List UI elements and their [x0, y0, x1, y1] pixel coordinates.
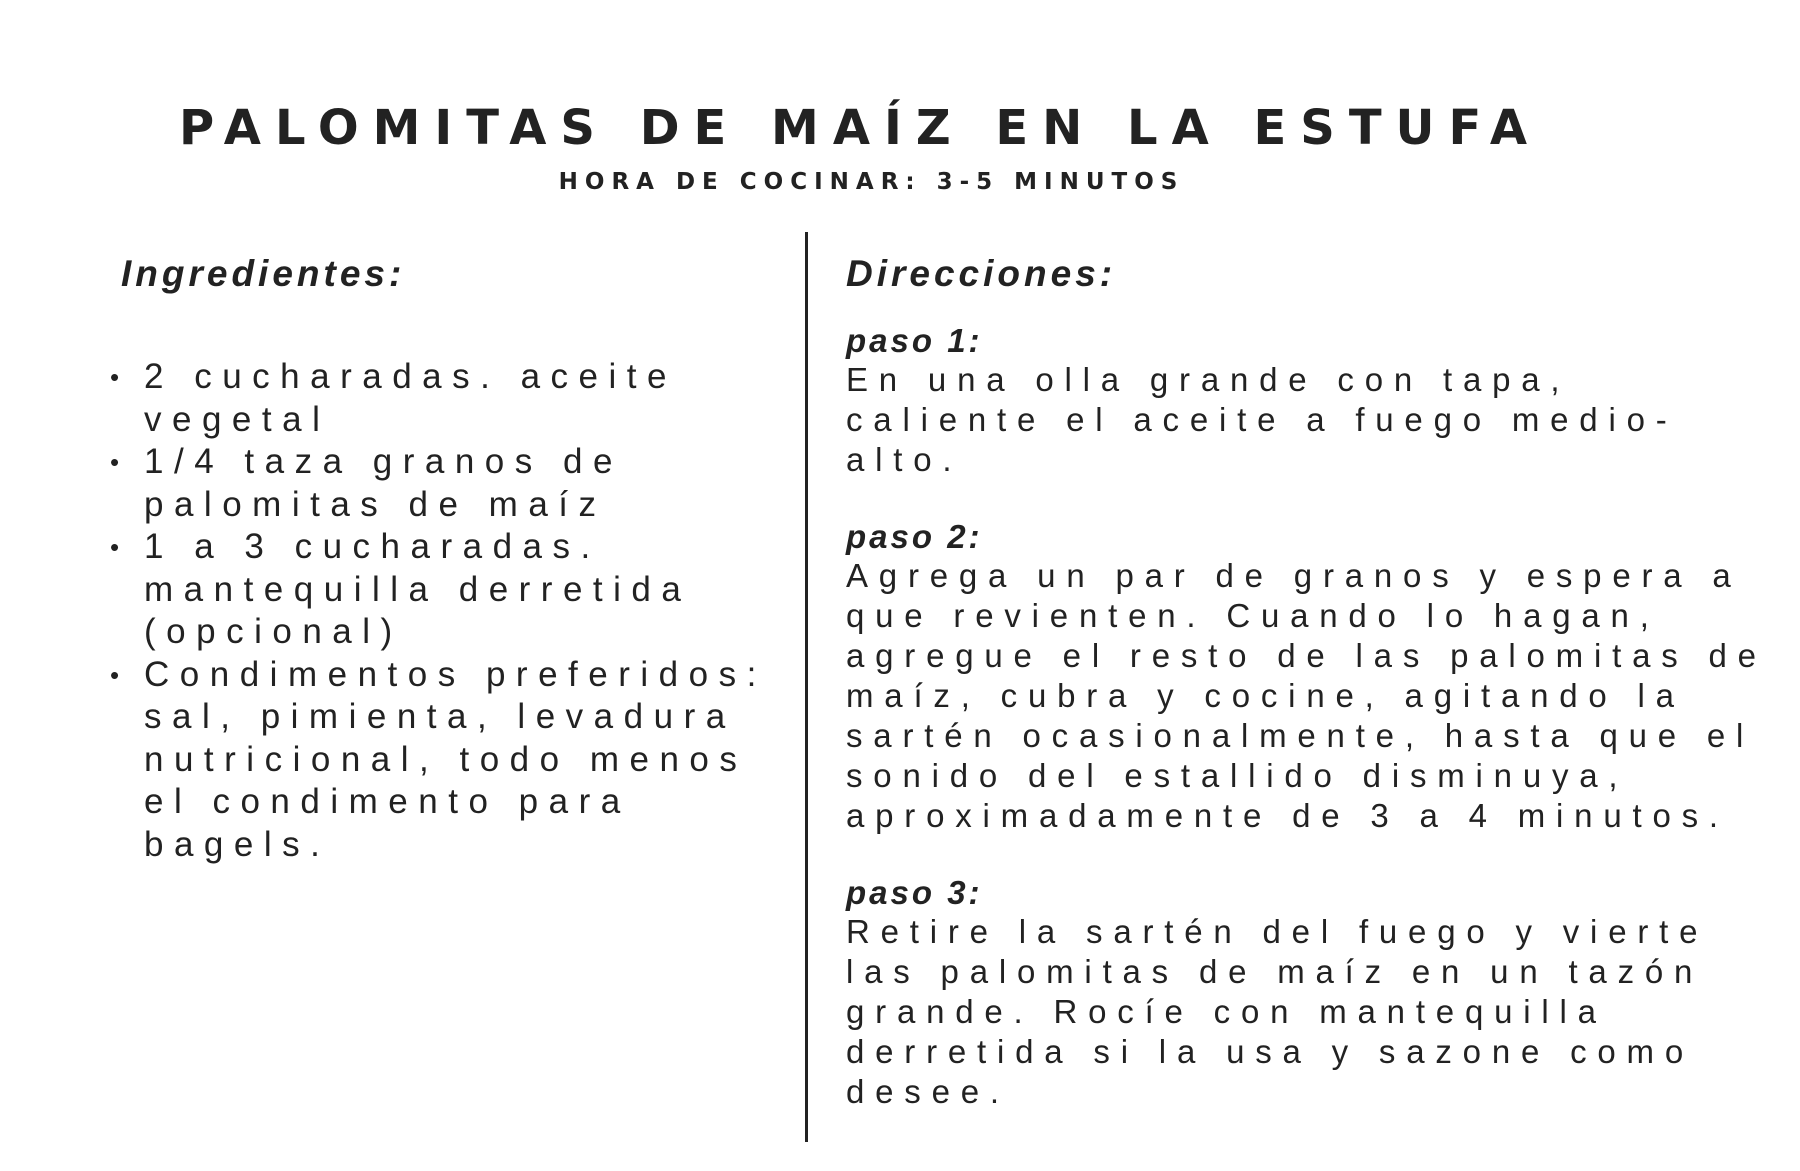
directions-heading: Direcciones:: [846, 253, 1117, 294]
bullet-icon: •: [110, 532, 120, 562]
ingredient-item: [110, 441, 800, 526]
ingredient-text: 2 cucharadas. aceite vegetal: [144, 357, 677, 439]
direction-step-2: [846, 518, 1786, 836]
bullet-icon: •: [110, 447, 120, 477]
ingredient-text: Condimentos preferidos: sal, pimienta, levadura nutricional, todo menos el condimento para bagels.: [144, 654, 767, 864]
step-label: paso 2:: [846, 518, 983, 555]
cook-time-subtitle: HORA DE COCINAR: 3-5 MINUTOS: [558, 169, 1185, 195]
ingredients-heading: Ingredientes:: [121, 253, 406, 294]
step-text: Agrega un par de granos y espera a que revienten. Cuando lo hagan, agregue el resto de las palomitas de maíz, cubra y cocine, agitando la sartén ocasionalmente, hasta que el sonido del estallido disminuya, aproximadamente de 3 a 4 minutos.: [846, 557, 1767, 834]
directions-list: [846, 322, 1786, 1112]
direction-step-1: [846, 322, 1786, 480]
ingredients-list: [110, 356, 800, 866]
page-title: PALOMITAS DE MAÍZ EN LA ESTUFA: [179, 100, 1541, 156]
bullet-icon: •: [110, 659, 120, 690]
step-text: En una olla grande con tapa, caliente el aceite a fuego medio- alto.: [846, 361, 1678, 478]
bullet-icon: •: [110, 362, 120, 392]
step-label: paso 3:: [846, 874, 983, 911]
ingredient-text: 1 a 3 cucharadas. mantequilla derretida (opcional): [144, 527, 692, 651]
step-text: Retire la sartén del fuego y vierte las palomitas de maíz en un tazón grande. Rocíe con mantequilla derretida si la usa y sazone como desee.: [846, 913, 1709, 1110]
ingredient-text: 1/4 taza granos de palomitas de maíz: [144, 442, 623, 524]
ingredient-item: [110, 356, 800, 441]
ingredient-item: [110, 654, 800, 867]
step-label: paso 1:: [846, 322, 983, 359]
direction-step-3: [846, 874, 1786, 1112]
column-divider: [805, 232, 808, 1142]
ingredient-item: [110, 526, 800, 654]
